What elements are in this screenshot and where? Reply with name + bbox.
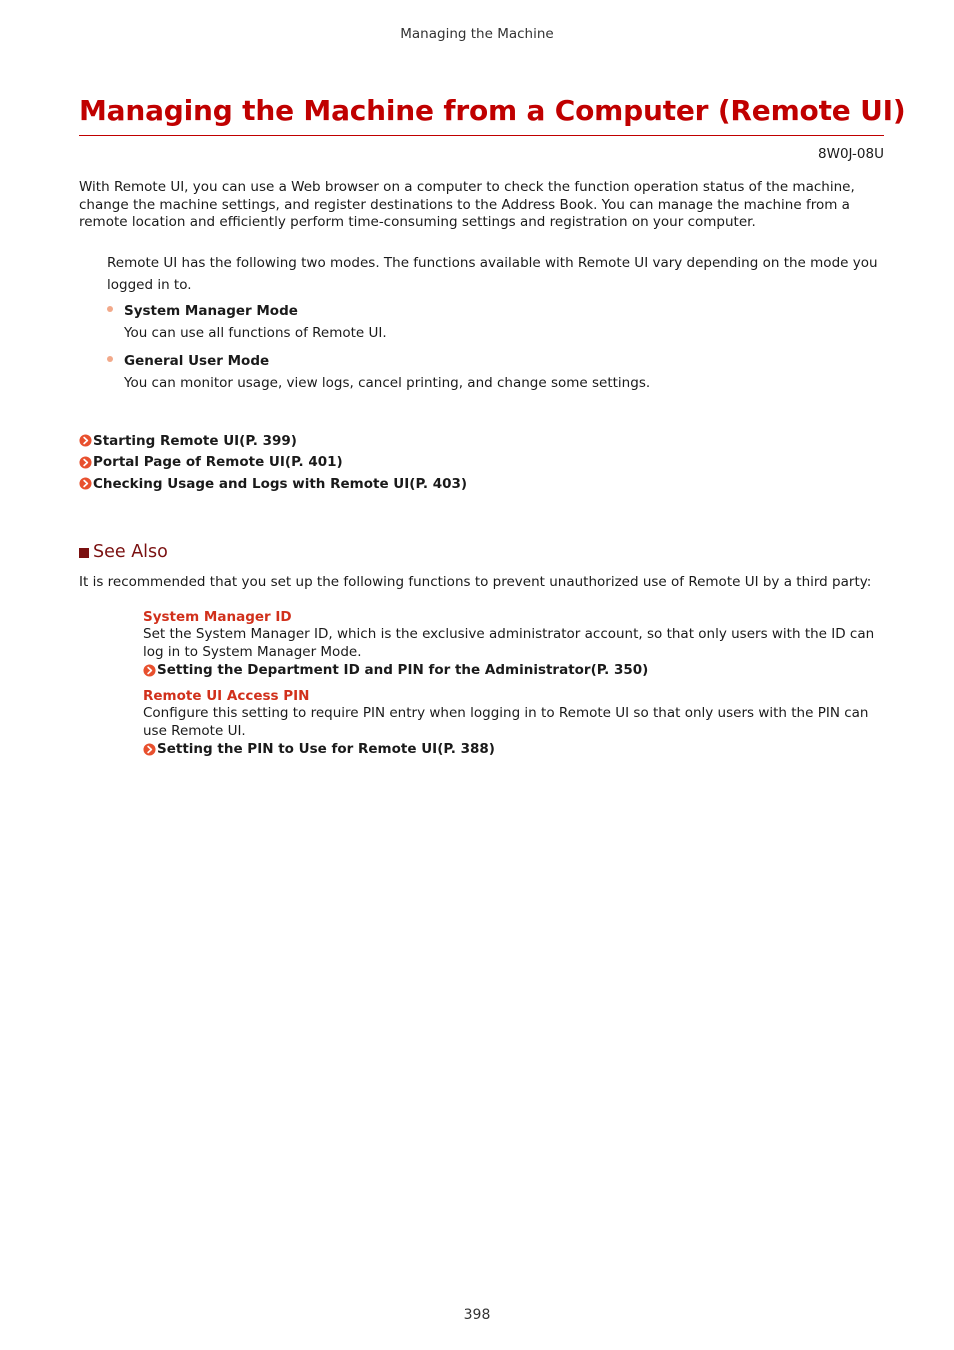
intro-paragraph: With Remote UI, you can use a Web browser on a computer to check the function operation status of the machine, change the machine settings, and register destinations to the Address Book. You can manage the machine from a remote location and efficiently perform time-consuming settings and registration on your computer.: [79, 179, 855, 230]
list-item: [107, 350, 887, 394]
mode-description: You can use all functions of Remote UI.: [124, 325, 387, 341]
link-label[interactable]: Checking Usage and Logs with Remote UI(P. 403): [93, 475, 468, 492]
modes-note: [107, 252, 887, 400]
page-title: Managing the Machine from a Computer (Remote UI): [79, 94, 906, 127]
bullet-dot-icon: [107, 356, 113, 362]
entry-description: Configure this setting to require PIN entry when logging in to Remote UI so that only users with the PIN can use Remote UI.: [143, 705, 869, 739]
link-checking-usage-logs[interactable]: [79, 473, 879, 495]
mode-list: [107, 300, 887, 394]
mode-name: System Manager Mode: [124, 303, 298, 319]
see-also-intro: It is recommended that you set up the following functions to prevent unauthorized use of Remote UI by a third party:: [79, 574, 872, 590]
title-divider: [79, 135, 884, 136]
arrow-circle-icon: [143, 664, 156, 677]
arrow-circle-icon: [79, 434, 92, 447]
related-links: [79, 430, 879, 495]
arrow-circle-icon: [79, 456, 92, 469]
arrow-circle-icon: [143, 743, 156, 756]
arrow-circle-icon: [79, 477, 92, 490]
link-label[interactable]: Starting Remote UI(P. 399): [93, 432, 297, 449]
link-department-id-pin[interactable]: [143, 661, 883, 679]
list-item: [107, 300, 887, 344]
entry-term: System Manager ID: [143, 609, 292, 625]
list-item: [143, 687, 883, 758]
link-label[interactable]: Setting the PIN to Use for Remote UI(P. 388): [157, 741, 495, 757]
link-label[interactable]: Portal Page of Remote UI(P. 401): [93, 454, 343, 471]
list-item: [143, 608, 883, 679]
see-also-entries: [143, 608, 883, 766]
see-also-heading: [79, 542, 168, 562]
document-id: 8W0J-08U: [818, 146, 884, 162]
running-header: Managing the Machine: [400, 26, 554, 42]
link-portal-page[interactable]: [79, 452, 879, 474]
page-number: 398: [463, 1307, 491, 1323]
square-icon: [79, 548, 89, 558]
entry-term: Remote UI Access PIN: [143, 688, 310, 704]
see-also-heading-text: See Also: [93, 542, 168, 562]
mode-description: You can monitor usage, view logs, cancel printing, and change some settings.: [124, 375, 651, 391]
link-starting-remote-ui[interactable]: [79, 430, 879, 452]
link-label[interactable]: Setting the Department ID and PIN for the Administrator(P. 350): [157, 662, 649, 678]
bullet-dot-icon: [107, 306, 113, 312]
modes-lead-text: Remote UI has the following two modes. The functions available with Remote UI vary depending on the mode you logged in to.: [107, 255, 878, 293]
entry-description: Set the System Manager ID, which is the exclusive administrator account, so that only users with the ID can log in to System Manager Mode.: [143, 626, 875, 660]
link-remote-ui-pin[interactable]: [143, 740, 883, 758]
mode-name: General User Mode: [124, 353, 270, 369]
